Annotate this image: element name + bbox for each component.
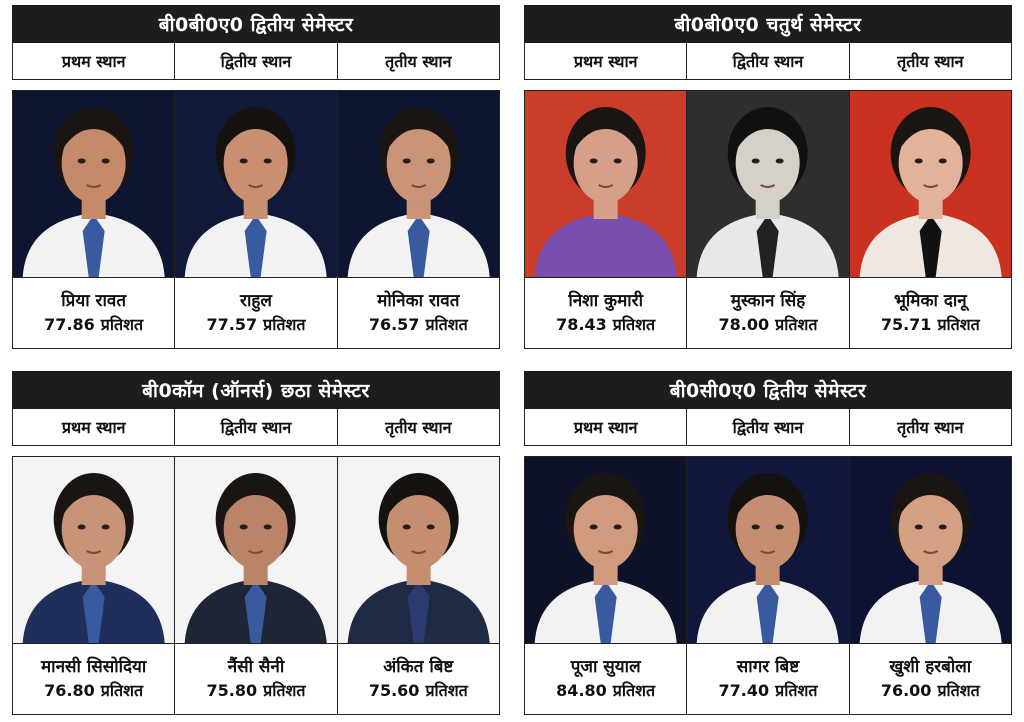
- portrait-illustration: [338, 457, 499, 643]
- rank-first-label: प्रथम स्थान: [573, 52, 638, 71]
- rank-second-label: द्वितीय स्थान: [686, 43, 848, 79]
- panel-title: बी0बी0ए0 चतुर्थ सेमेस्टर: [524, 5, 1012, 43]
- student-name: पूजा सुयाल: [570, 657, 641, 677]
- portrait-illustration: [525, 457, 686, 643]
- rank-first-label: प्रथम स्थान: [573, 418, 638, 437]
- student-card: [13, 91, 174, 348]
- portrait-illustration: [850, 457, 1011, 643]
- student-card: [686, 457, 848, 714]
- rank-third-label: तृतीय स्थान: [337, 409, 499, 445]
- portrait-illustration: [687, 91, 848, 277]
- student-photo: [687, 457, 848, 643]
- panel-title: बी0सी0ए0 द्वितीय सेमेस्टर: [524, 371, 1012, 409]
- rank-second-label: द्वितीय स्थान: [174, 409, 336, 445]
- student-score: 75.60 प्रतिशत: [368, 681, 468, 700]
- rank-first-label: प्रथम स्थान: [61, 52, 126, 71]
- student-card: [337, 457, 499, 714]
- student-photo: [175, 91, 336, 277]
- student-name: निशा कुमारी: [568, 291, 644, 311]
- student-score: 77.57 प्रतिशत: [206, 315, 306, 334]
- student-photo: [850, 91, 1011, 277]
- student-score: 77.40 प्रतिशत: [718, 681, 818, 700]
- rank-header-row: [12, 43, 500, 80]
- portrait-illustration: [13, 457, 174, 643]
- result-panel-bba-2nd: [12, 5, 500, 349]
- panel-title: बी0कॉम (ऑनर्स) छठा सेमेस्टर: [12, 371, 500, 409]
- student-name: मुस्कान सिंह: [730, 291, 806, 311]
- rank-header-row: [12, 409, 500, 446]
- rank-header-row: [524, 409, 1012, 446]
- student-score: 77.86 प्रतिशत: [44, 315, 144, 334]
- student-photo: [850, 457, 1011, 643]
- student-photo: [338, 91, 499, 277]
- student-score: 76.57 प्रतिशत: [368, 315, 468, 334]
- student-card: [849, 91, 1011, 348]
- student-card: [849, 457, 1011, 714]
- rank-third-label: तृतीय स्थान: [337, 43, 499, 79]
- student-card: [337, 91, 499, 348]
- portrait-illustration: [175, 457, 336, 643]
- student-photo: [13, 91, 174, 277]
- student-score: 75.71 प्रतिशत: [880, 315, 980, 334]
- student-score: 76.00 प्रतिशत: [880, 681, 980, 700]
- student-name: खुशी हरबोला: [889, 657, 972, 677]
- student-card: [686, 91, 848, 348]
- rank-second-label: द्वितीय स्थान: [686, 409, 848, 445]
- result-panel-bcom-6th: [12, 371, 500, 715]
- student-score: 84.80 प्रतिशत: [556, 681, 656, 700]
- portrait-illustration: [175, 91, 336, 277]
- student-name: प्रिया रावत: [61, 291, 127, 311]
- student-score: 76.80 प्रतिशत: [44, 681, 144, 700]
- rank-first-label: प्रथम स्थान: [61, 418, 126, 437]
- student-score: 78.43 प्रतिशत: [556, 315, 656, 334]
- student-card: [13, 457, 174, 714]
- student-photo: [687, 91, 848, 277]
- portrait-illustration: [687, 457, 848, 643]
- student-name: भूमिका दानू: [893, 291, 967, 311]
- rank-third-label: तृतीय स्थान: [849, 409, 1011, 445]
- student-cards: [524, 90, 1012, 349]
- student-name: मोनिका रावत: [377, 291, 460, 311]
- student-name: सागर बिष्ट: [736, 657, 800, 677]
- panel-title: बी0बी0ए0 द्वितीय सेमेस्टर: [12, 5, 500, 43]
- student-score: 75.80 प्रतिशत: [206, 681, 306, 700]
- student-card: [525, 457, 686, 714]
- student-card: [525, 91, 686, 348]
- student-cards: [524, 456, 1012, 715]
- portrait-illustration: [850, 91, 1011, 277]
- portrait-illustration: [338, 91, 499, 277]
- student-name: नैंसी सैनी: [227, 657, 285, 677]
- student-name: राहुल: [240, 291, 272, 311]
- rank-third-label: तृतीय स्थान: [849, 43, 1011, 79]
- student-cards: [12, 456, 500, 715]
- student-photo: [525, 457, 686, 643]
- rank-header-row: [524, 43, 1012, 80]
- student-photo: [175, 457, 336, 643]
- result-panel-bca-2nd: [524, 371, 1012, 715]
- student-photo: [525, 91, 686, 277]
- student-cards: [12, 90, 500, 349]
- student-photo: [13, 457, 174, 643]
- rank-second-label: द्वितीय स्थान: [174, 43, 336, 79]
- student-name: अंकित बिष्ट: [383, 657, 454, 677]
- student-card: [174, 91, 336, 348]
- student-score: 78.00 प्रतिशत: [718, 315, 818, 334]
- student-name: मानसी सिसोदिया: [41, 657, 147, 677]
- portrait-illustration: [525, 91, 686, 277]
- portrait-illustration: [13, 91, 174, 277]
- student-photo: [338, 457, 499, 643]
- student-card: [174, 457, 336, 714]
- result-panel-bba-4th: [524, 5, 1012, 349]
